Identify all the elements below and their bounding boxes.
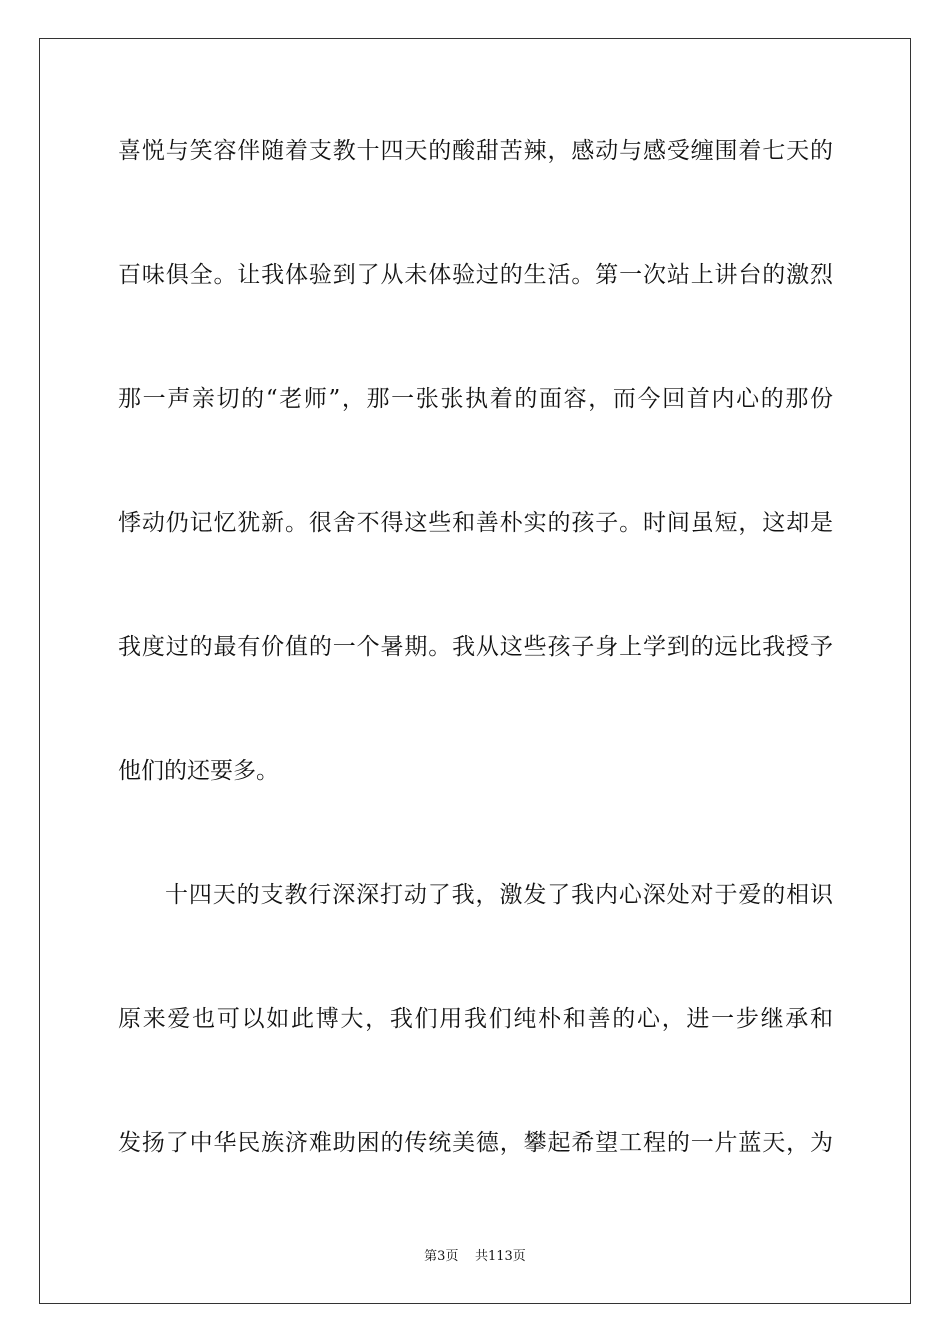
text-line-1: 喜悦与笑容伴随着支教十四天的酸甜苦辣，感动与感受缠围着七天的 bbox=[118, 138, 833, 164]
page-total: 共113页 bbox=[474, 1249, 526, 1264]
text-line-4: 悸动仍记忆犹新。很舍不得这些和善朴实的孩子。时间虽短，这却是 bbox=[118, 510, 833, 536]
text-line-6: 他们的还要多。 bbox=[118, 758, 279, 784]
text-line-9: 发扬了中华民族济难助困的传统美德，攀起希望工程的一片蓝天，为 bbox=[118, 1130, 833, 1156]
page-footer bbox=[0, 1247, 950, 1267]
page-number: 第3页 bbox=[424, 1249, 459, 1264]
text-line-3: 那一声亲切的“老师”，那一张张执着的面容，而今回首内心的那份 bbox=[118, 386, 833, 412]
text-line-5: 我度过的最有价值的一个暑期。我从这些孩子身上学到的远比我授予 bbox=[118, 634, 833, 660]
text-line-7: 十四天的支教行深深打动了我，激发了我内心深处对于爱的相识 bbox=[165, 882, 833, 908]
text-line-8: 原来爱也可以如此博大，我们用我们纯朴和善的心，进一步继承和 bbox=[118, 1006, 833, 1032]
text-line-2: 百味俱全。让我体验到了从未体验过的生活。第一次站上讲台的激烈 bbox=[118, 262, 833, 288]
page-border bbox=[39, 38, 911, 1304]
